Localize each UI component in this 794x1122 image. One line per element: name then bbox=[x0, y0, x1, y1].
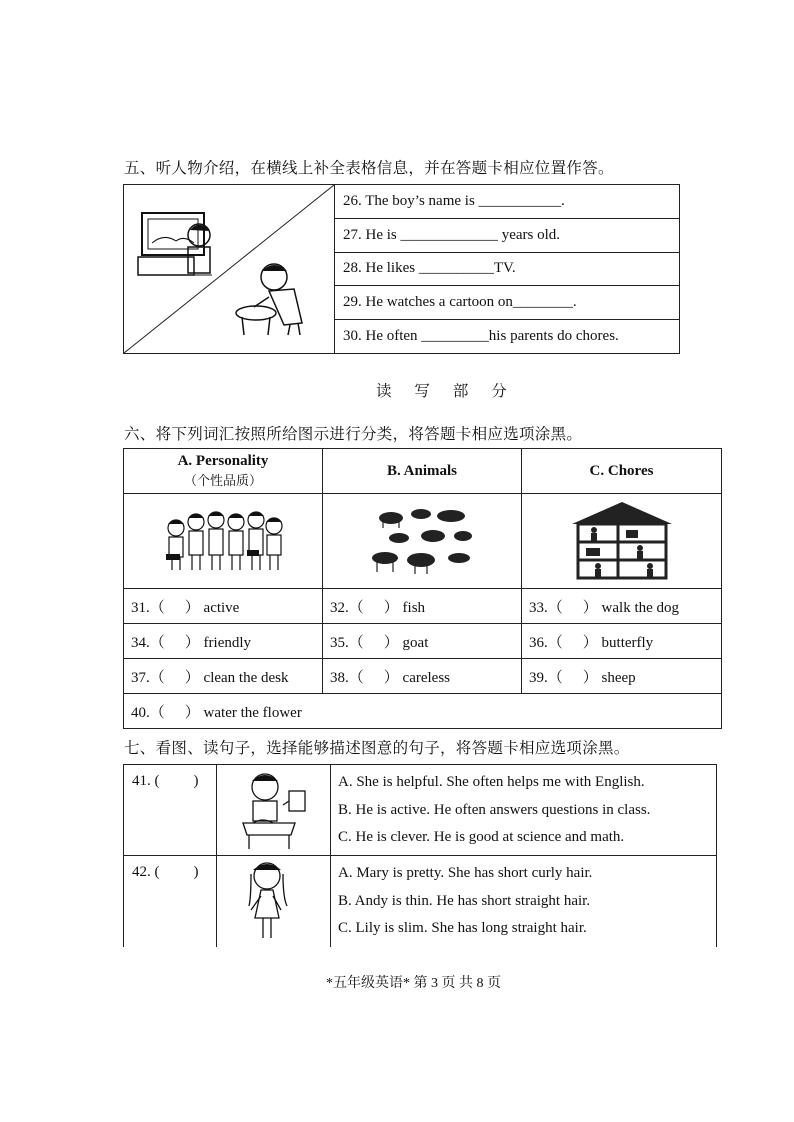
category-label: A. Personality bbox=[177, 453, 269, 469]
picture-sentence-table bbox=[123, 764, 717, 947]
category-sub: （个性品质） bbox=[183, 474, 262, 489]
option-39: 39.（ ） sheep bbox=[522, 659, 722, 694]
option-42-c: C. Lily is slim. She has long straight hair. bbox=[338, 920, 587, 936]
part-title: 读 写 部 分 bbox=[376, 382, 516, 400]
option-38: 38.（ ） careless bbox=[323, 659, 522, 694]
option-31: 31.（ ） active bbox=[124, 589, 323, 624]
house-chores-image bbox=[522, 494, 721, 588]
chores-image-cell bbox=[522, 494, 722, 589]
option-36: 36.（ ） butterfly bbox=[522, 624, 722, 659]
animals-image bbox=[323, 494, 521, 588]
listening-illustration-cell bbox=[124, 185, 335, 354]
option-41-c: C. He is clever. He is good at science and math. bbox=[338, 829, 625, 845]
student-at-desk-image bbox=[217, 765, 330, 855]
question-42-options bbox=[331, 856, 717, 947]
question-29: 29. He watches a cartoon on________. bbox=[335, 286, 680, 319]
option-40: 40.（ ） water the flower bbox=[124, 694, 722, 729]
option-41-a: A. She is helpful. She often helps me with English. bbox=[338, 774, 645, 790]
option-34: 34.（ ） friendly bbox=[124, 624, 323, 659]
classification-table bbox=[123, 448, 722, 729]
option-42-a: A. Mary is pretty. She has short curly hair. bbox=[338, 865, 593, 881]
section5-heading: 五、听人物介绍，在横线上补全表格信息，并在答题卡相应位置作答。 bbox=[124, 159, 614, 177]
question-28: 28. He likes __________TV. bbox=[335, 252, 680, 285]
personality-image-cell bbox=[124, 494, 323, 589]
option-32: 32.（ ） fish bbox=[323, 589, 522, 624]
category-personality bbox=[124, 449, 323, 494]
girl-long-hair-image bbox=[217, 856, 330, 946]
section6-heading: 六、将下列词汇按照所给图示进行分类，将答题卡相应选项涂黑。 bbox=[124, 425, 583, 443]
page-footer: *五年级英语* 第 3 页 共 8 页 bbox=[326, 976, 501, 991]
option-37: 37.（ ） clean the desk bbox=[124, 659, 323, 694]
question-41-number: 41. ( ) bbox=[124, 765, 217, 856]
question-30: 30. He often _________his parents do chores. bbox=[335, 319, 680, 353]
children-group-image bbox=[124, 494, 322, 588]
option-33: 33.（ ） walk the dog bbox=[522, 589, 722, 624]
option-42-b: B. Andy is thin. He has short straight hair. bbox=[338, 892, 591, 909]
section7-heading: 七、看图、读句子，选择能够描述图意的句子，将答题卡相应选项涂黑。 bbox=[124, 739, 630, 757]
question-26: 26. The boy’s name is ___________. bbox=[335, 185, 680, 219]
category-label: B. Animals bbox=[386, 462, 458, 479]
category-label: C. Chores bbox=[589, 462, 654, 479]
question-41-options bbox=[331, 765, 717, 856]
question-42-image-cell bbox=[217, 856, 331, 947]
category-chores bbox=[522, 449, 722, 494]
option-35: 35.（ ） goat bbox=[323, 624, 522, 659]
listening-table bbox=[123, 184, 680, 354]
category-animals bbox=[323, 449, 522, 494]
option-41-b: B. He is active. He often answers questions in class. bbox=[338, 801, 651, 818]
animals-image-cell bbox=[323, 494, 522, 589]
question-41-image-cell bbox=[217, 765, 331, 856]
question-27: 27. He is _____________ years old. bbox=[335, 219, 680, 252]
boy-tv-chores-illustration bbox=[124, 185, 334, 353]
question-42-number: 42. ( ) bbox=[124, 856, 217, 947]
